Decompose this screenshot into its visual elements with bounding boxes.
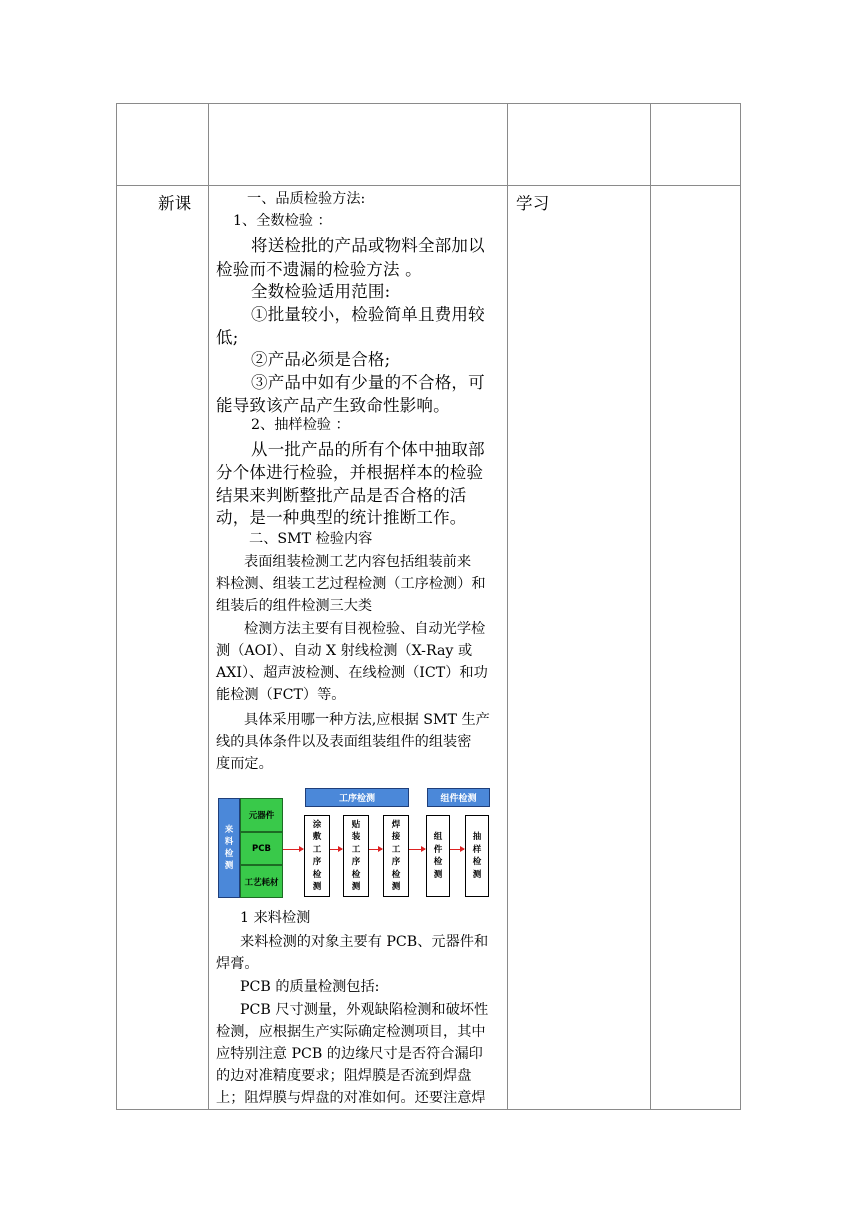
paragraph-line: ③产品中如有少量的不合格，可	[251, 373, 485, 392]
incoming-inspection-box: 来 料 检 测	[218, 798, 240, 898]
table-col-divider-1	[208, 103, 209, 1110]
table-right-border	[740, 103, 741, 1110]
paragraph-line: 检验而不遗漏的检验方法 。	[216, 260, 422, 279]
paragraph-line: 低;	[216, 328, 239, 347]
paragraph-line: 分个体进行检验，并根据样本的检验	[216, 463, 484, 482]
paragraph-line: ①批量较小，检验简单且费用较	[251, 305, 485, 324]
paragraph-line: 线的具体条件以及表面组装组件的组装密	[216, 734, 472, 750]
paragraph-line: 应特别注意 PCB 的边缘尺寸是否符合漏印	[216, 1046, 483, 1062]
paragraph-line: 的边对准精度要求；阻焊膜是否流到焊盘	[216, 1068, 472, 1084]
soldering-inspection-box: 焊 接 工 序 检 测	[383, 815, 409, 897]
consumables-box: 工艺耗材	[240, 865, 283, 898]
paragraph-line: 检测方法主要有目视检验、自动光学检	[244, 621, 486, 637]
paragraph-line: 焊膏。	[216, 956, 259, 972]
assembly-inspection-box: 组 件 检 测	[426, 815, 450, 897]
section-label: 新课	[158, 194, 192, 213]
process-inspection-header: 工序检测	[305, 788, 409, 807]
paragraph-line: 将送检批的产品或物料全部加以	[251, 236, 485, 255]
table-col-divider-3	[650, 103, 651, 1110]
sampling-inspection-box: 抽 样 检 测	[465, 815, 489, 897]
pcb-box: PCB	[240, 832, 283, 865]
flow-arrow	[283, 849, 303, 850]
paragraph-line: 组装后的组件检测三大类	[216, 598, 373, 614]
paragraph-line: 度而定。	[216, 756, 273, 772]
heading-incoming-inspection: 1 来料检测	[240, 910, 311, 926]
heading-quality-methods: 一、品质检验方法:	[247, 191, 366, 207]
paragraph-line: 表面组装检测工艺内容包括组装前来	[244, 554, 472, 570]
paragraph-line: 料检测、组装工艺过程检测（工序检测）和	[216, 576, 486, 592]
table-top-border	[116, 103, 741, 104]
table-col-divider-2	[507, 103, 508, 1110]
placement-inspection-box: 贴 装 工 序 检 测	[343, 815, 369, 897]
paragraph-line: PCB 尺寸测量，外观缺陷检测和破坏性	[240, 1002, 489, 1018]
paragraph-line: AXI）、超声波检测、在线检测（ICT）和功	[216, 665, 488, 681]
paragraph-line: 从一批产品的所有个体中抽取部	[251, 440, 485, 459]
heading-smt-inspection: 二、SMT 检验内容	[249, 531, 373, 547]
heading-sampling-inspection: 2、抽样检验 ：	[251, 417, 350, 433]
paragraph-line: PCB 的质量检测包括:	[240, 979, 380, 995]
table-bottom-border	[116, 1109, 741, 1110]
paragraph-line: 具体采用哪一种方法,应根据 SMT 生产	[244, 712, 490, 728]
paragraph-line: ②产品必须是合格;	[251, 350, 391, 369]
paragraph-line: 来料检测的对象主要有 PCB、元器件和	[240, 934, 489, 950]
paragraph-line: 检测，应根据生产实际确定检测项目，其中	[216, 1024, 486, 1040]
flow-arrow	[369, 849, 382, 850]
flow-arrow	[450, 849, 464, 850]
activity-label: 学习	[516, 194, 550, 213]
paragraph-line: 上；阻焊膜与焊盘的对准如何。还要注意焊	[216, 1090, 486, 1106]
table-left-border	[116, 103, 117, 1110]
assembly-inspection-header: 组件检测	[427, 788, 490, 807]
paragraph-line: 测（AOI）、自动 X 射线检测（X-Ray 或	[216, 643, 473, 659]
table-row-divider	[116, 185, 741, 186]
paragraph-line: 能导致该产品产生致命性影响。	[216, 396, 450, 415]
paragraph-line: 能检测（FCT）等。	[216, 687, 346, 703]
paragraph-line: 动，是一种典型的统计推断工作。	[216, 508, 467, 527]
paragraph-line: 全数检验适用范围:	[251, 282, 391, 301]
coating-inspection-box: 涂 敷 工 序 检 测	[304, 815, 330, 897]
flow-arrow	[330, 849, 342, 850]
flow-arrow	[409, 849, 425, 850]
heading-full-inspection: 1、全数检验 ：	[233, 213, 332, 229]
paragraph-line: 结果来判断整批产品是否合格的活	[216, 486, 467, 505]
components-box: 元器件	[240, 798, 283, 832]
